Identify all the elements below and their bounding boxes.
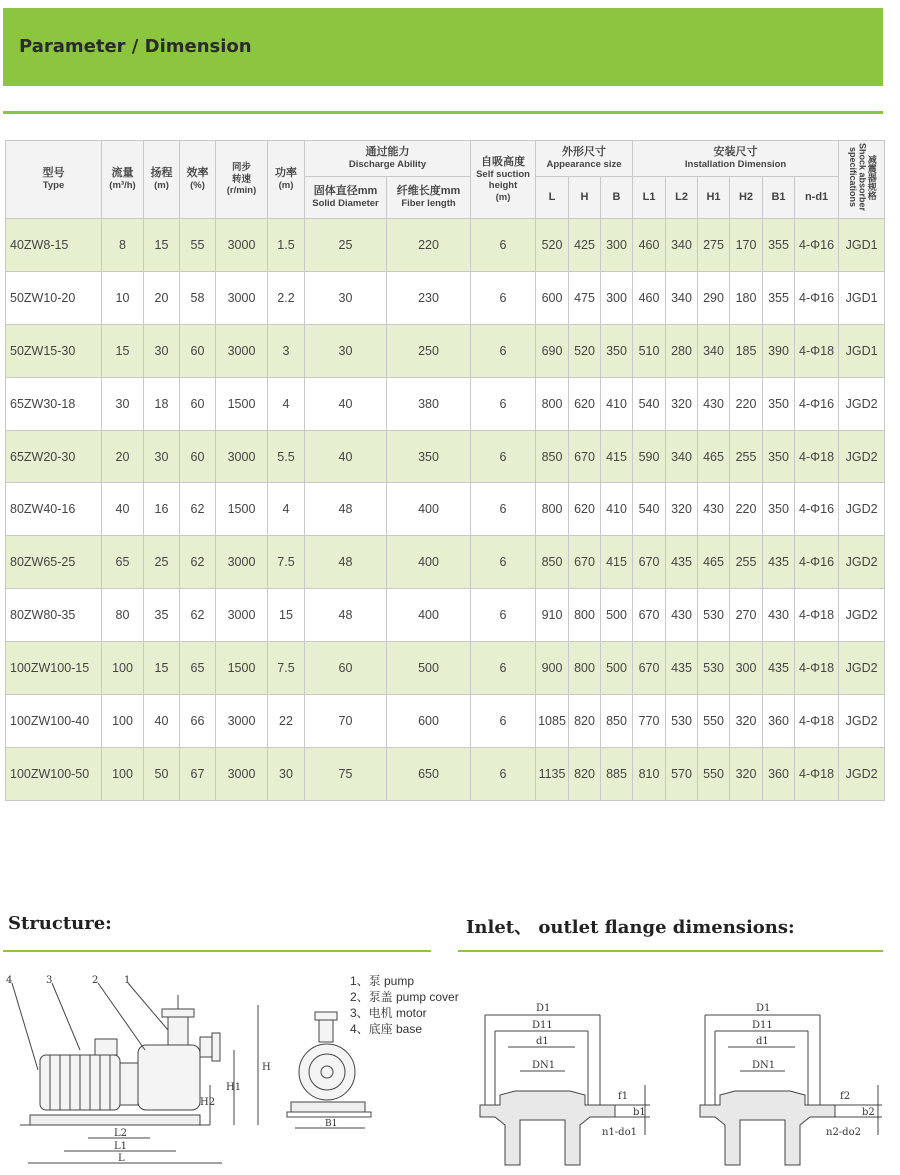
table-cell: 6 [471, 271, 536, 324]
table-row [6, 271, 885, 324]
page-title: Parameter / Dimension [19, 36, 252, 57]
table-cell: 340 [666, 430, 698, 483]
dim-L2: L2 [114, 1128, 128, 1139]
table-cell: 620 [569, 377, 601, 430]
table-row [6, 747, 885, 800]
table-row [6, 589, 885, 642]
table-cell: 800 [536, 377, 569, 430]
header-appearance: 外形尺寸 Appearance size [536, 141, 633, 177]
cell-type: 100ZW100-15 [6, 642, 102, 695]
table-cell: 30 [268, 747, 305, 800]
table-cell: 35 [144, 589, 180, 642]
table-cell: 770 [633, 695, 666, 748]
table-cell: 40 [144, 695, 180, 748]
table-cell: 20 [102, 430, 144, 483]
table-cell: 800 [569, 642, 601, 695]
table-cell: 350 [763, 483, 795, 536]
table-cell: 670 [569, 536, 601, 589]
table-cell: 65 [102, 536, 144, 589]
table-cell: 850 [536, 536, 569, 589]
header-L: L [536, 177, 569, 219]
table-cell: 4-Φ16 [795, 536, 839, 589]
table-cell: 430 [763, 589, 795, 642]
table-row [6, 483, 885, 536]
callout-3: 3 [46, 975, 53, 986]
table-cell: 280 [666, 324, 698, 377]
flange-rule [458, 950, 883, 952]
header-B: B [601, 177, 633, 219]
table-cell: 820 [569, 747, 601, 800]
table-cell: 415 [601, 536, 633, 589]
header-discharge: 通过能力 Discharge Ability [305, 141, 471, 177]
structure-title: Structure: [8, 913, 112, 934]
table-cell: 300 [730, 642, 763, 695]
table-cell: 30 [305, 271, 387, 324]
table-cell: 3000 [216, 324, 268, 377]
table-row [6, 324, 885, 377]
cell-type: 80ZW65-25 [6, 536, 102, 589]
table-cell: JGD1 [839, 219, 885, 272]
table-cell: 4-Φ18 [795, 642, 839, 695]
table-cell: 430 [698, 483, 730, 536]
table-cell: 40 [102, 483, 144, 536]
table-cell: 100 [102, 747, 144, 800]
table-cell: 6 [471, 589, 536, 642]
table-cell: 360 [763, 747, 795, 800]
table-cell: 550 [698, 695, 730, 748]
table-cell: 380 [387, 377, 471, 430]
parameter-table [5, 140, 885, 801]
table-cell: 410 [601, 377, 633, 430]
table-cell: 460 [633, 271, 666, 324]
table-cell: 900 [536, 642, 569, 695]
table-cell: 800 [536, 483, 569, 536]
table-cell: 255 [730, 536, 763, 589]
table-cell: 18 [144, 377, 180, 430]
table-cell: 475 [569, 271, 601, 324]
table-cell: JGD2 [839, 589, 885, 642]
dim-L1: L1 [114, 1141, 128, 1152]
table-cell: 4-Φ18 [795, 324, 839, 377]
table-cell: 1.5 [268, 219, 305, 272]
structure-rule [3, 950, 431, 952]
table-cell: 910 [536, 589, 569, 642]
header-efficiency: 效率 (%) [180, 141, 216, 219]
table-cell: 850 [601, 695, 633, 748]
table-cell: 460 [633, 219, 666, 272]
table-cell: 60 [180, 430, 216, 483]
table-cell: 220 [387, 219, 471, 272]
table-cell: 600 [536, 271, 569, 324]
table-cell: 500 [601, 589, 633, 642]
table-cell: 275 [698, 219, 730, 272]
header-H1: H1 [698, 177, 730, 219]
table-cell: 820 [569, 695, 601, 748]
table-cell: 185 [730, 324, 763, 377]
cell-type: 50ZW15-30 [6, 324, 102, 377]
table-cell: 3000 [216, 747, 268, 800]
table-cell: 530 [698, 642, 730, 695]
table-cell: 400 [387, 589, 471, 642]
table-cell: 500 [387, 642, 471, 695]
callout-2: 2 [92, 975, 99, 986]
table-cell: 30 [144, 430, 180, 483]
table-cell: 100 [102, 642, 144, 695]
table-cell: 530 [666, 695, 698, 748]
table-cell: 220 [730, 377, 763, 430]
table-body [6, 219, 885, 801]
table-cell: 67 [180, 747, 216, 800]
cell-type: 80ZW80-35 [6, 589, 102, 642]
table-cell: 430 [666, 589, 698, 642]
flange-title: Inlet、 outlet flange dimensions: [466, 917, 795, 938]
table-cell: 55 [180, 219, 216, 272]
flange-right-drawing [690, 995, 890, 1170]
table-cell: JGD1 [839, 271, 885, 324]
table-cell: 540 [633, 377, 666, 430]
table-cell: 670 [633, 536, 666, 589]
table-cell: 410 [601, 483, 633, 536]
dim-H2: H2 [200, 1097, 216, 1108]
right-flange-f: f2 [840, 1091, 851, 1102]
table-cell: 60 [180, 324, 216, 377]
table-cell: 4-Φ18 [795, 430, 839, 483]
table-cell: 58 [180, 271, 216, 324]
header-B1: B1 [763, 177, 795, 219]
table-cell: 48 [305, 483, 387, 536]
legend-item: 4、底座 base [350, 1022, 423, 1036]
table-cell: 800 [569, 589, 601, 642]
table-cell: 100 [102, 695, 144, 748]
header-H: H [569, 177, 601, 219]
table-row [6, 219, 885, 272]
table-cell: 350 [387, 430, 471, 483]
table-cell: 320 [666, 377, 698, 430]
left-flange-DN: DN1 [532, 1060, 556, 1071]
table-cell: JGD2 [839, 536, 885, 589]
table-cell: 230 [387, 271, 471, 324]
header-speed: 同步 转速 (r/min) [216, 141, 268, 219]
cell-type: 80ZW40-16 [6, 483, 102, 536]
table-cell: 520 [569, 324, 601, 377]
table-cell: 340 [698, 324, 730, 377]
flange-left-drawing [470, 995, 670, 1170]
callout-4: 4 [6, 975, 13, 986]
table-cell: 220 [730, 483, 763, 536]
table-cell: 255 [730, 430, 763, 483]
table-cell: 3000 [216, 219, 268, 272]
header-L1: L1 [633, 177, 666, 219]
left-flange-d1: d1 [536, 1036, 549, 1047]
left-flange-b: b1 [633, 1107, 646, 1118]
table-cell: 1085 [536, 695, 569, 748]
dim-L: L [118, 1153, 125, 1164]
table-cell: 80 [102, 589, 144, 642]
table-cell: 400 [387, 536, 471, 589]
table-cell: 590 [633, 430, 666, 483]
table-cell: 25 [144, 536, 180, 589]
table-cell: JGD1 [839, 324, 885, 377]
table-cell: 435 [763, 536, 795, 589]
table-cell: 4-Φ16 [795, 483, 839, 536]
table-cell: 810 [633, 747, 666, 800]
table-cell: 415 [601, 430, 633, 483]
header-rule [3, 111, 883, 114]
table-cell: 6 [471, 430, 536, 483]
table-cell: 20 [144, 271, 180, 324]
table-cell: 60 [180, 377, 216, 430]
table-cell: 6 [471, 324, 536, 377]
right-flange-nd: n2-do2 [826, 1127, 861, 1138]
table-cell: 8 [102, 219, 144, 272]
table-cell: 670 [569, 430, 601, 483]
cell-type: 100ZW100-40 [6, 695, 102, 748]
table-cell: 7.5 [268, 642, 305, 695]
table-cell: 48 [305, 536, 387, 589]
table-cell: 5.5 [268, 430, 305, 483]
table-cell: 62 [180, 589, 216, 642]
right-flange-DN: DN1 [752, 1060, 776, 1071]
table-cell: 3000 [216, 695, 268, 748]
table-row [6, 695, 885, 748]
table-cell: 15 [144, 642, 180, 695]
table-cell: 850 [536, 430, 569, 483]
table-cell: 670 [633, 589, 666, 642]
table-cell: 3000 [216, 430, 268, 483]
table-cell: 570 [666, 747, 698, 800]
table-cell: 250 [387, 324, 471, 377]
table-cell: 170 [730, 219, 763, 272]
table-cell: 6 [471, 483, 536, 536]
table-cell: 340 [666, 219, 698, 272]
header-head: 扬程 (m) [144, 141, 180, 219]
left-flange-D11: D11 [532, 1020, 553, 1031]
table-cell: 7.5 [268, 536, 305, 589]
table-cell: 4-Φ18 [795, 695, 839, 748]
header-H2: H2 [730, 177, 763, 219]
table-cell: 16 [144, 483, 180, 536]
legend-item: 3、电机 motor [350, 1006, 427, 1020]
table-cell: 3000 [216, 536, 268, 589]
left-flange-f: f1 [618, 1091, 629, 1102]
table-cell: 360 [763, 695, 795, 748]
table-cell: 6 [471, 695, 536, 748]
table-cell: 4-Φ18 [795, 589, 839, 642]
table-cell: 270 [730, 589, 763, 642]
table-cell: 60 [305, 642, 387, 695]
header-banner [3, 8, 883, 86]
table-cell: 465 [698, 430, 730, 483]
table-cell: 15 [102, 324, 144, 377]
table-cell: 40 [305, 377, 387, 430]
table-cell: 390 [763, 324, 795, 377]
right-flange-D11: D11 [752, 1020, 773, 1031]
table-cell: 1500 [216, 642, 268, 695]
table-cell: 355 [763, 219, 795, 272]
legend-item: 1、泵 pump [350, 974, 415, 988]
table-cell: 15 [144, 219, 180, 272]
table-cell: 15 [268, 589, 305, 642]
table-row [6, 642, 885, 695]
table-cell: 500 [601, 642, 633, 695]
table-cell: 6 [471, 377, 536, 430]
table-cell: 1500 [216, 377, 268, 430]
table-cell: 885 [601, 747, 633, 800]
header-shock: 减震器规格 Shock absorber specifications [839, 141, 885, 219]
table-cell: 180 [730, 271, 763, 324]
table-cell: 300 [601, 271, 633, 324]
table-cell: JGD2 [839, 642, 885, 695]
table-cell: 350 [763, 430, 795, 483]
table-cell: 3 [268, 324, 305, 377]
dim-H1: H1 [226, 1082, 242, 1093]
callout-1: 1 [124, 975, 131, 986]
table-cell: 4 [268, 377, 305, 430]
cell-type: 65ZW20-30 [6, 430, 102, 483]
legend-item: 2、泵盖 pump cover [350, 990, 459, 1004]
table-cell: 435 [763, 642, 795, 695]
table-cell: JGD2 [839, 695, 885, 748]
table-cell: 1135 [536, 747, 569, 800]
right-flange-b: b2 [862, 1107, 875, 1118]
table-cell: 4-Φ16 [795, 219, 839, 272]
cell-type: 40ZW8-15 [6, 219, 102, 272]
table-cell: JGD2 [839, 430, 885, 483]
table-cell: 530 [698, 589, 730, 642]
table-cell: 670 [633, 642, 666, 695]
table-row [6, 536, 885, 589]
table-cell: 430 [698, 377, 730, 430]
table-cell: 600 [387, 695, 471, 748]
table-cell: JGD2 [839, 377, 885, 430]
header-solid: 固体直径mm Solid Diameter [305, 177, 387, 219]
table-cell: 30 [305, 324, 387, 377]
table-cell: 48 [305, 589, 387, 642]
table-cell: 40 [305, 430, 387, 483]
left-flange-nd: n1-do1 [602, 1127, 637, 1138]
table-cell: 300 [601, 219, 633, 272]
cell-type: 50ZW10-20 [6, 271, 102, 324]
right-flange-d1: d1 [756, 1036, 769, 1047]
table-cell: 320 [666, 483, 698, 536]
table-cell: 10 [102, 271, 144, 324]
table-cell: 25 [305, 219, 387, 272]
table-cell: 3000 [216, 271, 268, 324]
dim-H: H [262, 1062, 271, 1073]
table-cell: 65 [180, 642, 216, 695]
table-cell: 50 [144, 747, 180, 800]
table-cell: 75 [305, 747, 387, 800]
table-cell: 62 [180, 483, 216, 536]
table-cell: 620 [569, 483, 601, 536]
dim-B1: B1 [325, 1119, 338, 1129]
table-cell: 2.2 [268, 271, 305, 324]
table-cell: JGD2 [839, 747, 885, 800]
table-cell: 66 [180, 695, 216, 748]
table-cell: 290 [698, 271, 730, 324]
table-cell: 510 [633, 324, 666, 377]
table-cell: 6 [471, 747, 536, 800]
table-cell: 6 [471, 642, 536, 695]
table-cell: 355 [763, 271, 795, 324]
table-cell: 690 [536, 324, 569, 377]
header-fiber: 纤维长度mm Fiber length [387, 177, 471, 219]
header-installation: 安装尺寸 Installation Dimension [633, 141, 839, 177]
table-cell: 350 [763, 377, 795, 430]
table-cell: 520 [536, 219, 569, 272]
header-L2: L2 [666, 177, 698, 219]
header-type: 型号 Type [6, 141, 102, 219]
pump-end-view-drawing [285, 1010, 380, 1140]
table-cell: 70 [305, 695, 387, 748]
table-cell: 425 [569, 219, 601, 272]
table-cell: 435 [666, 536, 698, 589]
header-suction: 自吸高度 Self suction height (m) [471, 141, 536, 219]
table-cell: 400 [387, 483, 471, 536]
table-cell: 30 [102, 377, 144, 430]
table-row [6, 377, 885, 430]
table-cell: 320 [730, 747, 763, 800]
table-cell: 4-Φ16 [795, 271, 839, 324]
header-power: 功率 (m) [268, 141, 305, 219]
left-flange-D1: D1 [536, 1003, 551, 1014]
table-cell: 22 [268, 695, 305, 748]
table-cell: 6 [471, 219, 536, 272]
table-cell: 3000 [216, 589, 268, 642]
table-cell: 62 [180, 536, 216, 589]
cell-type: 65ZW30-18 [6, 377, 102, 430]
header-flow: 流量 (m³/h) [102, 141, 144, 219]
table-cell: 540 [633, 483, 666, 536]
table-cell: 350 [601, 324, 633, 377]
table-cell: JGD2 [839, 483, 885, 536]
table-cell: 6 [471, 536, 536, 589]
table-cell: 435 [666, 642, 698, 695]
table-row [6, 430, 885, 483]
table-cell: 650 [387, 747, 471, 800]
table-cell: 1500 [216, 483, 268, 536]
table-cell: 465 [698, 536, 730, 589]
header-nd1: n-d1 [795, 177, 839, 219]
table-cell: 340 [666, 271, 698, 324]
table-cell: 550 [698, 747, 730, 800]
table-cell: 4 [268, 483, 305, 536]
table-cell: 30 [144, 324, 180, 377]
cell-type: 100ZW100-50 [6, 747, 102, 800]
table-cell: 4-Φ16 [795, 377, 839, 430]
right-flange-D1: D1 [756, 1003, 771, 1014]
table-cell: 4-Φ18 [795, 747, 839, 800]
table-cell: 320 [730, 695, 763, 748]
